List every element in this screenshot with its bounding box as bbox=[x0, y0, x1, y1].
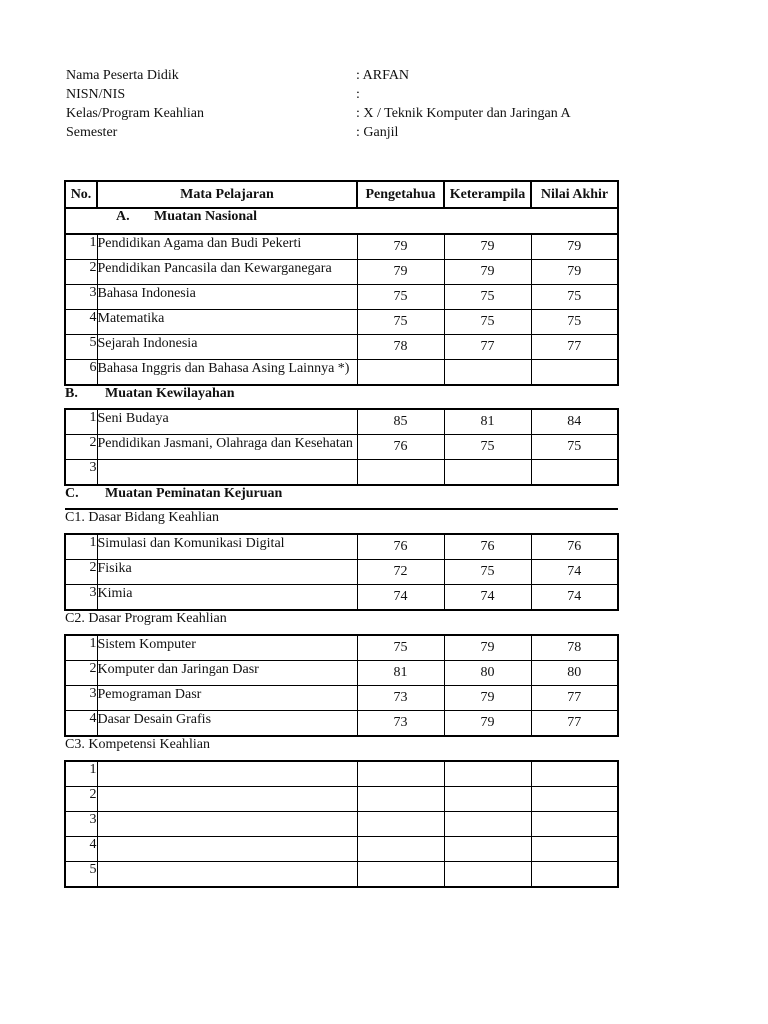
final-score: 78 bbox=[531, 635, 618, 661]
final-score: 75 bbox=[531, 435, 618, 460]
row-number: 3 bbox=[65, 686, 97, 711]
final-score: 76 bbox=[531, 534, 618, 560]
subject-name bbox=[98, 812, 357, 836]
knowledge-score: 79 bbox=[357, 234, 444, 260]
row-number: 3 bbox=[65, 812, 97, 837]
final-score bbox=[531, 812, 618, 837]
nisn-row bbox=[66, 85, 626, 104]
skill-score: 79 bbox=[444, 711, 531, 737]
subject-name: Fisika bbox=[97, 561, 132, 576]
subject-cell bbox=[97, 635, 357, 661]
subsection-c3-row-title: C3. Kompetensi Keahlian bbox=[65, 736, 618, 761]
knowledge-score: 79 bbox=[357, 260, 444, 285]
final-score: 77 bbox=[531, 335, 618, 360]
subject-name: Sejarah Indonesia bbox=[97, 336, 198, 351]
row-number: 2 bbox=[65, 661, 97, 686]
table-row bbox=[65, 260, 618, 285]
final-score: 75 bbox=[531, 285, 618, 310]
table-row bbox=[65, 711, 618, 737]
skill-score: 74 bbox=[444, 585, 531, 611]
subject-name: Pemograman Dasr bbox=[97, 687, 202, 702]
skill-score bbox=[444, 761, 531, 787]
subject-cell bbox=[97, 285, 357, 310]
knowledge-score: 85 bbox=[357, 409, 444, 435]
subject-cell bbox=[97, 661, 357, 686]
subject-name: Pendidikan Agama dan Budi Pekerti bbox=[97, 236, 302, 251]
table-row bbox=[65, 234, 618, 260]
row-number: 3 bbox=[65, 285, 97, 310]
knowledge-score bbox=[357, 862, 444, 888]
subject-cell bbox=[97, 435, 357, 460]
skill-score: 77 bbox=[444, 335, 531, 360]
row-number: 4 bbox=[65, 711, 97, 737]
row-number: 5 bbox=[65, 335, 97, 360]
table-row bbox=[65, 585, 618, 611]
knowledge-score bbox=[357, 787, 444, 812]
table-row bbox=[65, 335, 618, 360]
row-number: 3 bbox=[65, 460, 97, 486]
subsection-c1-row-title: C1. Dasar Bidang Keahlian bbox=[65, 509, 618, 534]
subject-cell bbox=[97, 360, 357, 386]
subject-name bbox=[98, 837, 357, 861]
knowledge-score: 73 bbox=[357, 711, 444, 737]
student-name-label: Nama Peserta Didik bbox=[66, 68, 179, 83]
row-number: 2 bbox=[65, 435, 97, 460]
row-number: 4 bbox=[65, 310, 97, 335]
skill-score: 75 bbox=[444, 435, 531, 460]
section-title: Muatan Nasional bbox=[154, 209, 258, 224]
knowledge-score: 76 bbox=[357, 534, 444, 560]
table-row bbox=[65, 409, 618, 435]
table-row bbox=[65, 534, 618, 560]
section-letter: A. bbox=[116, 209, 130, 224]
table-row bbox=[65, 360, 618, 386]
subject-cell bbox=[97, 761, 357, 787]
semester-value: : Ganjil bbox=[356, 125, 399, 140]
header-final-score: Nilai Akhir bbox=[531, 181, 618, 208]
subsection-c2-row bbox=[65, 610, 618, 635]
subject-name: Dasar Desain Grafis bbox=[97, 712, 212, 727]
subject-cell bbox=[97, 409, 357, 435]
subject-name: Bahasa Inggris dan Bahasa Asing Lainnya *) bbox=[97, 361, 350, 376]
knowledge-score: 73 bbox=[357, 686, 444, 711]
skill-score bbox=[444, 837, 531, 862]
student-name-row bbox=[66, 66, 626, 85]
final-score bbox=[531, 862, 618, 888]
subject-name: Pendidikan Pancasila dan Kewarganegara bbox=[97, 261, 332, 276]
section-letter: C. bbox=[65, 486, 79, 501]
knowledge-score: 78 bbox=[357, 335, 444, 360]
knowledge-score bbox=[357, 460, 444, 486]
final-score: 77 bbox=[531, 686, 618, 711]
semester-row bbox=[66, 123, 626, 142]
table-row bbox=[65, 310, 618, 335]
knowledge-score: 72 bbox=[357, 560, 444, 585]
skill-score bbox=[444, 812, 531, 837]
subject-cell bbox=[97, 686, 357, 711]
final-score: 80 bbox=[531, 661, 618, 686]
final-score: 75 bbox=[531, 310, 618, 335]
row-number: 1 bbox=[65, 534, 97, 560]
row-number: 5 bbox=[65, 862, 97, 888]
subject-cell bbox=[97, 585, 357, 611]
skill-score: 75 bbox=[444, 285, 531, 310]
table-row bbox=[65, 686, 618, 711]
knowledge-score: 76 bbox=[357, 435, 444, 460]
section-letter: B. bbox=[65, 386, 78, 401]
row-number: 1 bbox=[65, 234, 97, 260]
final-score: 84 bbox=[531, 409, 618, 435]
row-number: 2 bbox=[65, 260, 97, 285]
table-row bbox=[65, 435, 618, 460]
header-knowledge: Pengetahua bbox=[357, 181, 444, 208]
subject-name: Simulasi dan Komunikasi Digital bbox=[97, 536, 285, 551]
row-number: 2 bbox=[65, 787, 97, 812]
table-row bbox=[65, 285, 618, 310]
row-number: 4 bbox=[65, 837, 97, 862]
student-info bbox=[66, 66, 626, 142]
class-label: Kelas/Program Keahlian bbox=[66, 106, 205, 121]
subject-cell bbox=[97, 862, 357, 888]
skill-score bbox=[444, 460, 531, 486]
skill-score: 79 bbox=[444, 686, 531, 711]
final-score bbox=[531, 460, 618, 486]
table-row bbox=[65, 837, 618, 862]
subject-name: Komputer dan Jaringan Dasr bbox=[97, 662, 259, 677]
table-row bbox=[65, 812, 618, 837]
subject-cell bbox=[97, 335, 357, 360]
row-number: 6 bbox=[65, 360, 97, 386]
grade-table bbox=[64, 180, 619, 888]
final-score: 74 bbox=[531, 585, 618, 611]
student-name-value: : ARFAN bbox=[356, 68, 410, 83]
subsection-c1-row bbox=[65, 509, 618, 534]
subject-cell bbox=[97, 534, 357, 560]
knowledge-score bbox=[357, 837, 444, 862]
subject-cell bbox=[97, 460, 357, 486]
subject-name bbox=[98, 787, 357, 811]
row-number: 1 bbox=[65, 761, 97, 787]
row-number: 3 bbox=[65, 585, 97, 611]
skill-score: 75 bbox=[444, 310, 531, 335]
subject-name: Sistem Komputer bbox=[97, 637, 196, 652]
skill-score: 80 bbox=[444, 661, 531, 686]
skill-score: 79 bbox=[444, 234, 531, 260]
subject-cell bbox=[97, 560, 357, 585]
final-score: 79 bbox=[531, 260, 618, 285]
row-number: 2 bbox=[65, 560, 97, 585]
table-row bbox=[65, 862, 618, 888]
section-title: Muatan Kewilayahan bbox=[105, 386, 235, 401]
row-number: 1 bbox=[65, 409, 97, 435]
header-subject: Mata Pelajaran bbox=[97, 181, 357, 208]
subject-name: Seni Budaya bbox=[97, 411, 169, 426]
skill-score: 79 bbox=[444, 260, 531, 285]
knowledge-score bbox=[357, 761, 444, 787]
knowledge-score: 74 bbox=[357, 585, 444, 611]
section-b-row bbox=[65, 385, 618, 409]
final-score bbox=[531, 787, 618, 812]
skill-score bbox=[444, 360, 531, 386]
subsection-c3-row bbox=[65, 736, 618, 761]
subject-name: Pendidikan Jasmani, Olahraga dan Kesehatan bbox=[97, 436, 353, 451]
final-score bbox=[531, 761, 618, 787]
section-c-row-cell bbox=[65, 485, 618, 509]
table-row bbox=[65, 460, 618, 486]
subject-cell bbox=[97, 837, 357, 862]
section-a-row-cell bbox=[65, 208, 618, 234]
section-title: Muatan Peminatan Kejuruan bbox=[105, 486, 283, 501]
table-header-row bbox=[65, 181, 618, 208]
table-row bbox=[65, 661, 618, 686]
section-c-row bbox=[65, 485, 618, 509]
subject-name bbox=[98, 862, 357, 886]
header-skill: Keterampila bbox=[444, 181, 531, 208]
skill-score bbox=[444, 862, 531, 888]
knowledge-score: 75 bbox=[357, 310, 444, 335]
semester-label: Semester bbox=[66, 125, 118, 140]
subject-name bbox=[98, 460, 357, 484]
final-score: 77 bbox=[531, 711, 618, 737]
skill-score: 79 bbox=[444, 635, 531, 661]
skill-score bbox=[444, 787, 531, 812]
nisn-value: : bbox=[356, 87, 360, 102]
section-a-row bbox=[65, 208, 618, 234]
table-row bbox=[65, 635, 618, 661]
subject-name: Matematika bbox=[97, 311, 165, 326]
subject-cell bbox=[97, 787, 357, 812]
knowledge-score: 75 bbox=[357, 285, 444, 310]
knowledge-score bbox=[357, 360, 444, 386]
knowledge-score bbox=[357, 812, 444, 837]
final-score: 74 bbox=[531, 560, 618, 585]
subject-name bbox=[98, 762, 357, 786]
subject-cell bbox=[97, 812, 357, 837]
table-row bbox=[65, 787, 618, 812]
class-row bbox=[66, 104, 626, 123]
final-score bbox=[531, 837, 618, 862]
skill-score: 75 bbox=[444, 560, 531, 585]
subject-name: Kimia bbox=[97, 586, 133, 601]
nisn-label: NISN/NIS bbox=[66, 87, 126, 102]
header-no: No. bbox=[65, 181, 97, 208]
subject-cell bbox=[97, 260, 357, 285]
knowledge-score: 75 bbox=[357, 635, 444, 661]
final-score bbox=[531, 360, 618, 386]
final-score: 79 bbox=[531, 234, 618, 260]
subject-cell bbox=[97, 310, 357, 335]
subject-cell bbox=[97, 711, 357, 737]
subject-name: Bahasa Indonesia bbox=[97, 286, 196, 301]
knowledge-score: 81 bbox=[357, 661, 444, 686]
table-row bbox=[65, 761, 618, 787]
row-number: 1 bbox=[65, 635, 97, 661]
section-b-row-cell bbox=[65, 385, 618, 409]
subsection-c2-row-title: C2. Dasar Program Keahlian bbox=[65, 610, 618, 635]
subject-cell bbox=[97, 234, 357, 260]
skill-score: 76 bbox=[444, 534, 531, 560]
class-value: : X / Teknik Komputer dan Jaringan A bbox=[356, 106, 571, 121]
table-row bbox=[65, 560, 618, 585]
skill-score: 81 bbox=[444, 409, 531, 435]
